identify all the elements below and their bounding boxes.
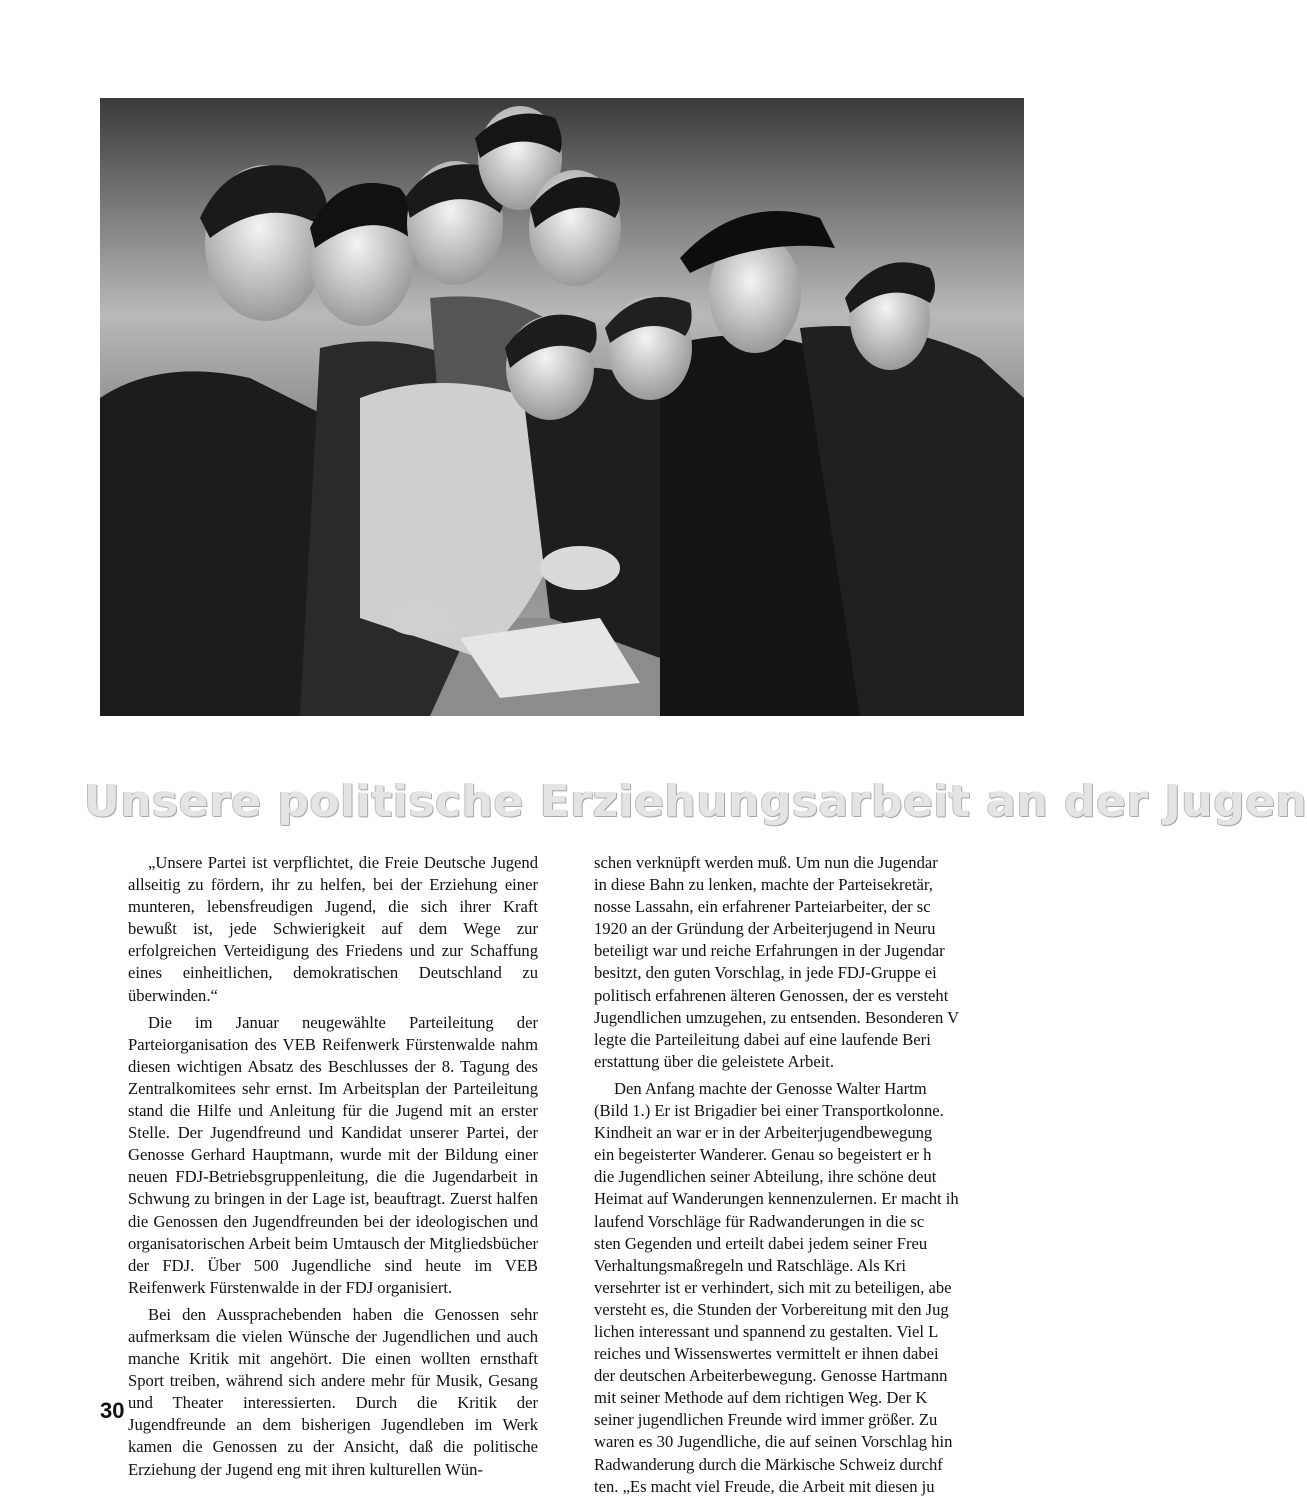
text-line: Verhaltungsmaßregeln und Ratschläge. Als Kri <box>594 1255 906 1275</box>
text-line: versteht es, die Stunden der Vorbereitung mit den Jug <box>594 1299 949 1319</box>
text-line: Den Anfang machte der Genosse Walter Hartm <box>614 1078 927 1098</box>
text-line: mit seiner Methode auf dem richtigen Weg. Der K <box>594 1388 928 1408</box>
text-line: 1920 an der Gründung der Arbeiterjugend in Neuru <box>594 919 936 939</box>
paragraph: Die im Januar neugewählte Parteileitung der Parteiorganisation des VEB Reifenwerk Fürstenwalde nahm diesen wichtigen Absatz des Beschlusses der 8. Tagung des Zentralkomitees sehr ernst. Im Arbeitsplan der Parteileitung stand die Hilfe und Anleitung für die Jugend mit an erster Stelle. Der Jugendfreund und Kandidat unserer Partei, der Genosse Gerhard Hauptmann, wurde mit der Bildung einer neuen FDJ-Betriebsgruppenleitung, die die Jugendarbeit in Schwung zu bringen in der Lage ist, beauftragt. Zuerst halfen die Genossen den Jugendfreunden bei der ideologischen und organisatorischen Arbeit beim Umtausch der Mitgliedsbücher der FDJ. Über 500 Jugendliche sind heute im VEB Reifenwerk Fürstenwalde in der FDJ organisiert. <box>128 1012 538 1297</box>
text-line: die Jugendlichen seiner Abteilung, ihre schöne deut <box>594 1167 937 1187</box>
group-photo <box>100 98 1024 716</box>
text-line: lichen interessant und spannend zu gestalten. Viel L <box>594 1321 939 1341</box>
left-column <box>128 852 538 1481</box>
text-line: seiner jugendlichen Freunde wird immer größer. Zu <box>594 1410 938 1430</box>
right-column <box>594 852 1024 1496</box>
text-line: schen verknüpft werden muß. Um nun die Jugendar <box>594 853 938 872</box>
text-line: nosse Lassahn, ein erfahrener Parteiarbeiter, der sc <box>594 897 931 917</box>
text-line: Kindheit an war er in der Arbeiterjugendbewegung <box>594 1123 933 1143</box>
text-line: Heimat auf Wanderungen kennenzulernen. Er macht ih <box>594 1189 959 1209</box>
text-line: erstattung über die geleistete Arbeit. <box>594 1051 835 1071</box>
text-line: besitzt, den guten Vorschlag, in jede FDJ-Gruppe ei <box>594 963 937 983</box>
text-line: versehrter ist er verhindert, sich mit zu beteiligen, abe <box>594 1277 952 1297</box>
page-number: 30 <box>100 1398 125 1423</box>
text-line: laufend Vorschläge für Radwanderungen in die sc <box>594 1211 925 1231</box>
text-line: Jugendlichen umzugehen, zu entsenden. Besonderen V <box>594 1007 960 1027</box>
text-line: beteiligt war und reiche Erfahrungen in der Jugendar <box>594 941 945 961</box>
text-line: (Bild 1.) Er ist Brigadier bei einer Transportkolonne. <box>594 1101 944 1121</box>
paragraph: Bei den Aussprachebenden haben die Genossen sehr aufmerksam die vielen Wünsche der Jugendlichen und auch manche Kritik mit angehört. Die einen wollten ernsthaft Sport treiben, während sich andere mehr für Musik, Gesang und Theater interessierten. Durch die Kritik der Jugendfreunde an dem bisherigen Jugendleben im Werk kamen die Genossen zu der Ansicht, daß die politische Erziehung der Jugend eng mit ihren kulturellen Wün- <box>128 1304 538 1479</box>
text-line: politisch erfahrenen älteren Genossen, der es versteht <box>594 985 949 1005</box>
text-line: der deutschen Arbeiterbewegung. Genosse Hartmann <box>594 1366 948 1386</box>
text-line: legte die Parteileitung dabei auf eine laufende Beri <box>594 1029 931 1049</box>
text-line: ten. „Es macht viel Freude, die Arbeit mit diesen ju <box>594 1476 935 1496</box>
text-line: reiches und Wissenswertes vermittelt er ihnen dabei <box>594 1344 939 1364</box>
paragraph: „Unsere Partei ist verpflichtet, die Freie Deutsche Jugend allseitig zu fördern, ihr zu helfen, bei der Erziehung einer munteren, lebensfreudigen Jugend, die sich ihrer Kraft bewußt ist, jede Schwierigkeit auf dem Wege zur erfolgreichen Verteidigung des Friedens und zur Schaffung eines einheitlichen, demokratischen Deutschland zu überwinden.“ <box>128 853 538 1005</box>
text-line: in diese Bahn zu lenken, machte der Parteisekretär, <box>594 875 933 895</box>
photo-young-people-group-icon <box>100 98 1024 716</box>
text-line: waren es 30 Jugendliche, die auf seinen Vorschlag hin <box>594 1432 953 1452</box>
article-headline: Unsere politische Erziehungsarbeit an der Jugen <box>84 776 1307 827</box>
text-line: ein begeisterter Wanderer. Genau so begeistert er h <box>594 1145 932 1165</box>
text-line: sten Gegenden und erteilt dabei jedem seiner Freu <box>594 1233 928 1253</box>
text-line: Radwanderung durch die Märkische Schweiz durchf <box>594 1454 943 1474</box>
